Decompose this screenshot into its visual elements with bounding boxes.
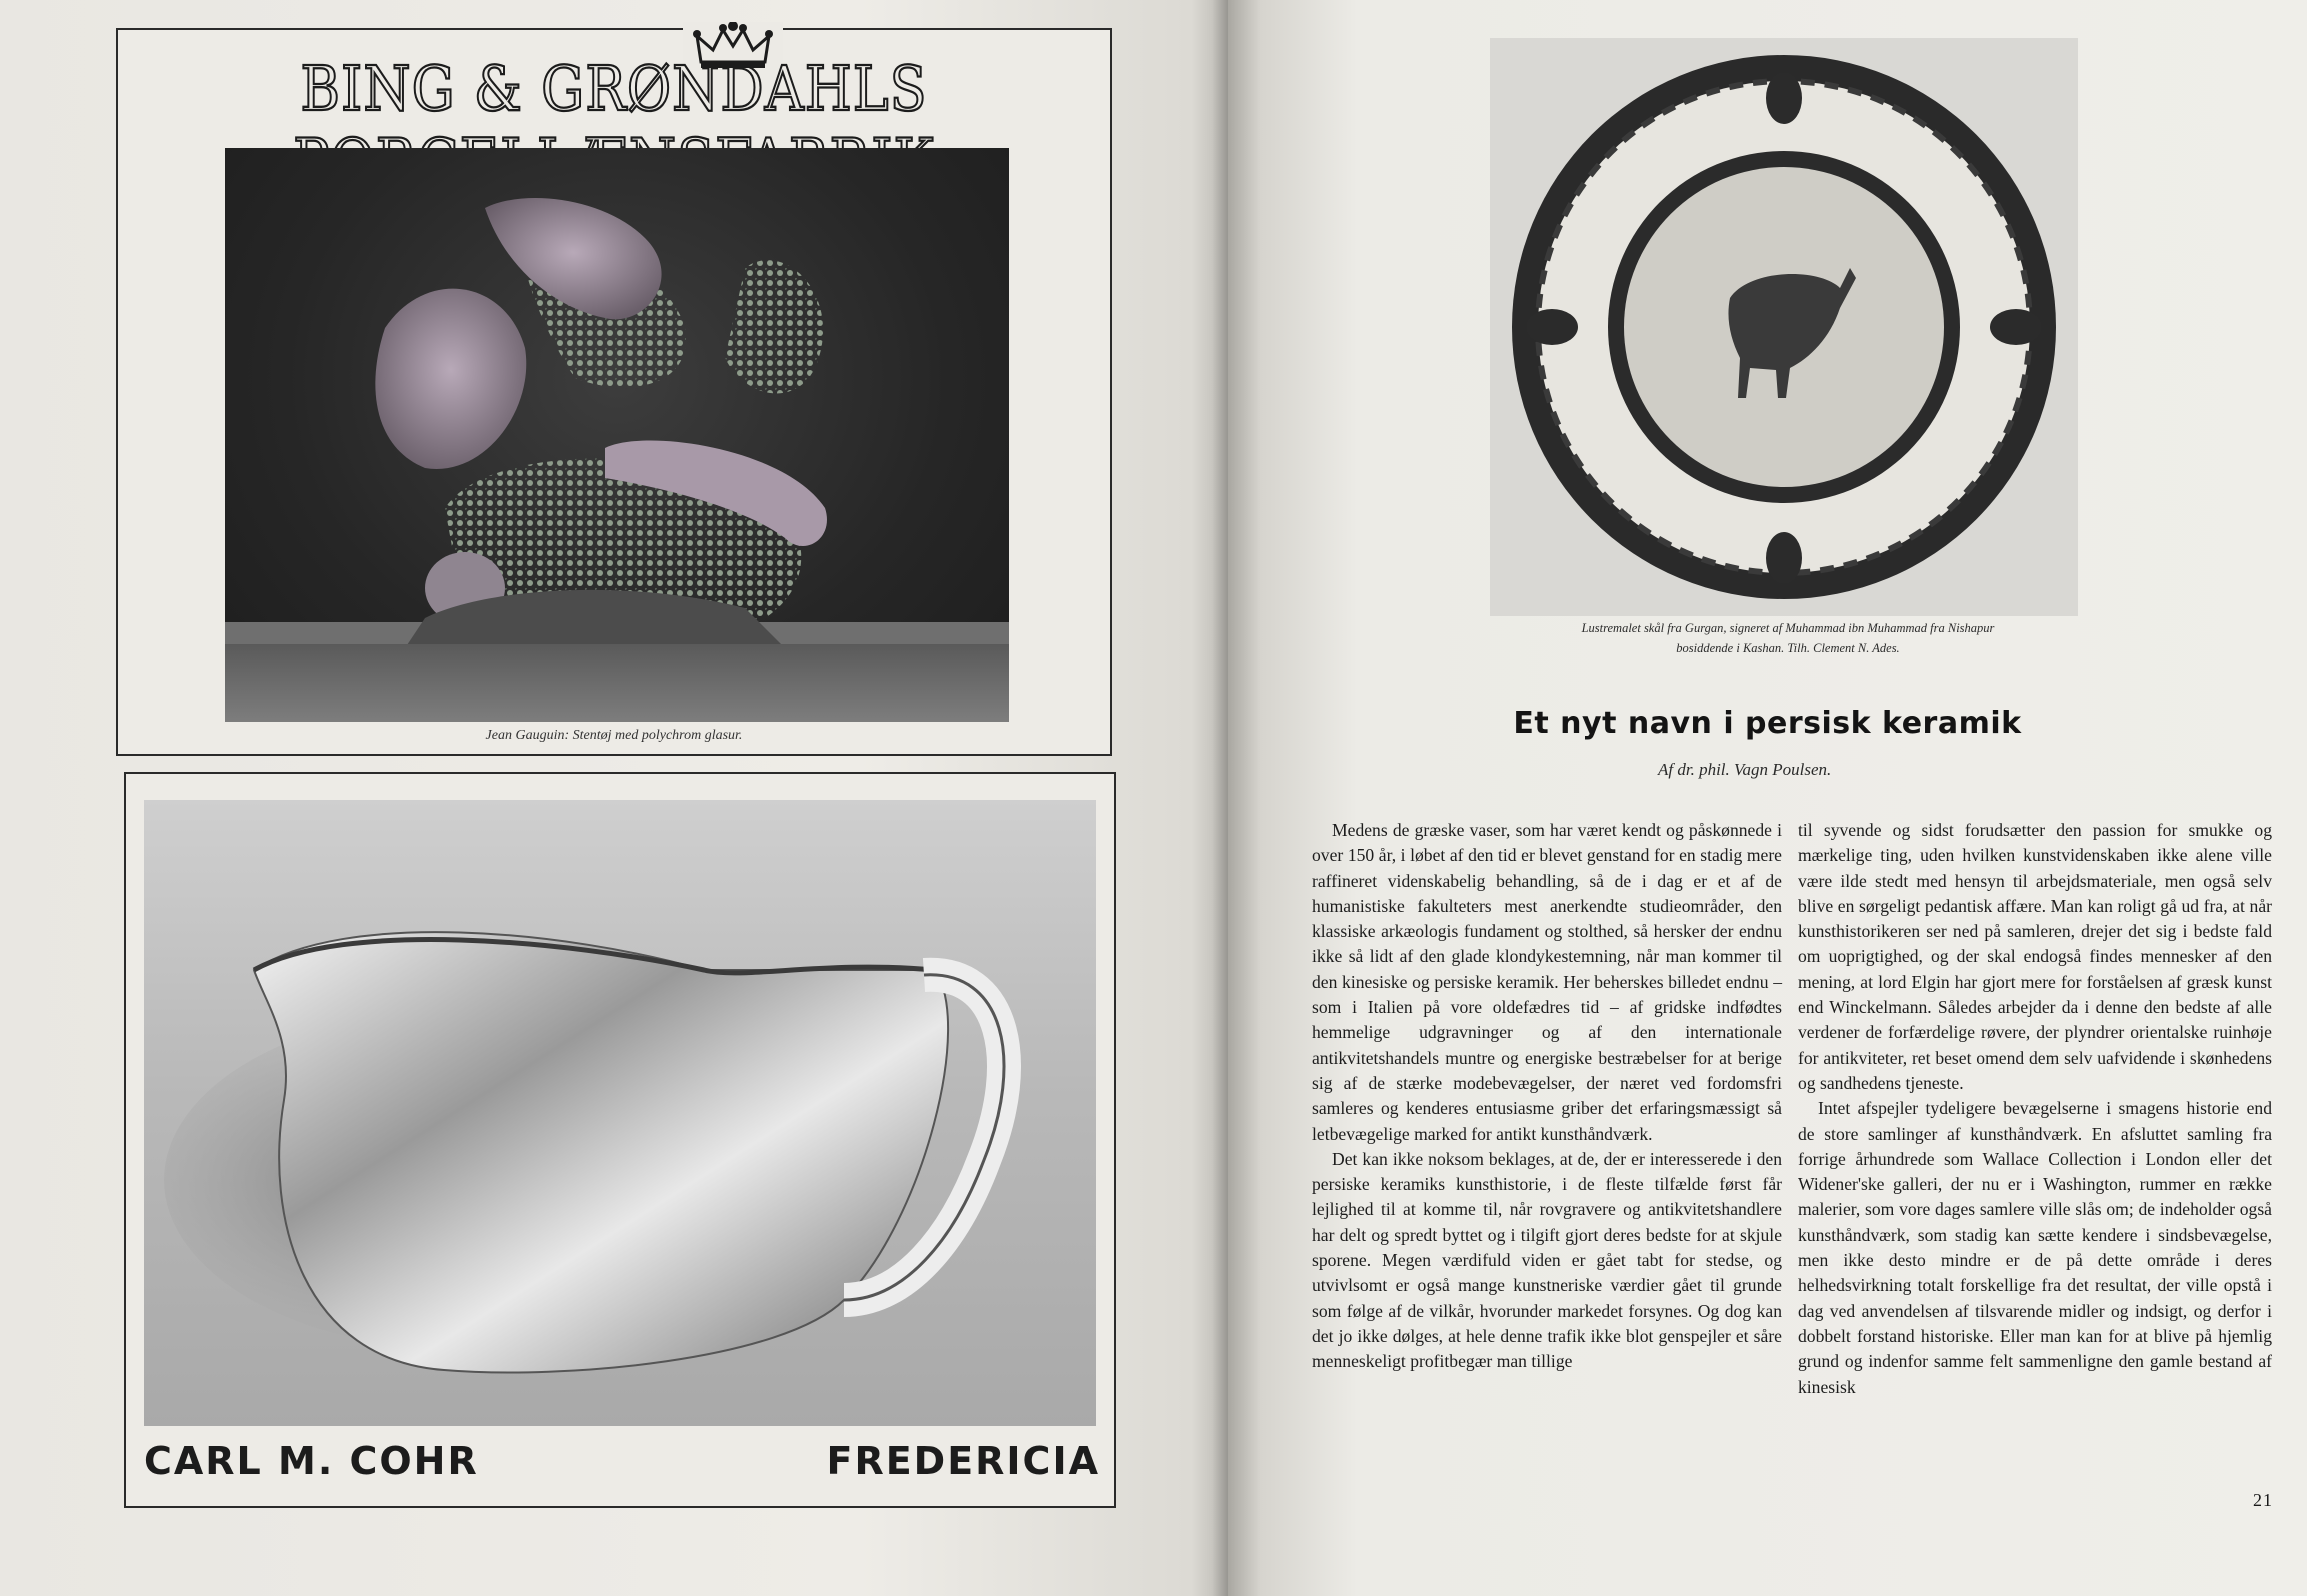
page-number: 21 <box>2253 1490 2273 1510</box>
gravy-boat-photo <box>144 800 1096 1426</box>
bowl-caption-line-1: Lustremalet skål fra Gurgan, signeret af Muhammad ibn Muhammad fra Nishapur <box>1581 621 1995 635</box>
sculpture-photo <box>225 148 1009 722</box>
paragraph: Medens de græske vaser, som har været kendt og påskønnede i over 150 år, i løbet af den tid er blevet genstand for en stadig mere raffineret videnskabelig behandling, så de i dag er et af de humanistiske fakulteters mest anerkendte studieområder, den klassiske arkæologis fundament og stolthed, så hersker der endnu ikke så lidt af den glade klondykestemning, når man kommer til den kinesiske og persiske keramik. Her beherskes billedet endnu – som i Italien på vore oldefædres tid – af gridske indfødtes hemmelige udgravninger og af den internationale antikvitetshandels muntre og energiske bestræbelser for at berige sig af de stærke modebevægelser, der næret ved fordomsfri samleres og kenderes entusiasme griber det erfaringsmæssigt så letbevægelige marked for antikt kunsthåndværk. <box>1312 820 1782 1144</box>
right-page <box>1228 0 2307 1596</box>
paragraph: til syvende og sidst forudsætter den passion for smukke og mærkelige ting, uden hvilken kunstvidenskaben ikke alene ville være ilde stedt med hensyn til arbejdsmateriale, men også selv blive en sørgeligt pedantisk affære. Man kan roligt gå ud fra, at når kunsthistorikeren ser ned på samleren, drejer det sig i bedste fald om uoprigtighed, og der skal endogså findes mennesker af den mening, at lord Elgin har gjort mere for forståelsen af græsk kunst end Winckelmann. Således arbejder da i denne den bedste af alle verdener de forfærdelige røvere, der plyndrer orientalske ruinhøje for antikviteter, ret beset omend dem selv uafvidende i skønhedens og sandhedens tjeneste. <box>1798 820 2272 1093</box>
brand-city: FREDERICIA <box>826 1439 1100 1483</box>
bing-grondahl-advertisement <box>116 28 1112 756</box>
sculpture-caption: Jean Gauguin: Stentøj med polychrom glasur. <box>485 728 743 743</box>
article-column-1 <box>1312 818 1782 1375</box>
lustre-bowl-photo <box>1490 38 2078 616</box>
article-title: Et nyt navn i persisk keramik <box>1513 706 2022 741</box>
article-byline: Af dr. phil. Vagn Poulsen. <box>1658 760 1832 779</box>
article-column-2 <box>1798 818 2272 1400</box>
paragraph: Intet afspejler tydeligere bevægelserne i smagens historie end de store samlinger af kunsthåndværk. En afsluttet samling fra forrige århundrede som Wallace Collection i London eller det Widener'ske galleri, der nu er i Washington, rummer en række malerier, som vore dages samlere ville slås om; de indeholder også kunsthåndværk, som stadig kan sætte kendere i sindsbevægelse, men ikke desto mindre er de på dette område i deres helhedsvirkning totalt forskellige fra det resultat, der ville opstå i dag ved anvendelsen af tilsvarende midler og indsigt, og derfor i dobbelt forstand historiske. Eller man kan for at blive på hjemlig grund og indenfor samme felt sammenligne den gamle bestand af kinesisk <box>1798 1098 2272 1397</box>
brand-title: BING & GRØNDAHLS <box>300 52 928 125</box>
brand-name: CARL M. COHR <box>144 1439 479 1483</box>
bowl-caption-line-2: bosiddende i Kashan. Tilh. Clement N. Ades. <box>1676 641 1900 655</box>
carl-cohr-advertisement <box>124 772 1116 1508</box>
bowl-caption <box>1478 618 2098 658</box>
paragraph: Det kan ikke noksom beklages, at de, der er interesserede i den persiske keramiks kunsthistorie, i de fleste tilfælde først får lejlighed til at komme til, når rovgravere og antikvitetshandlere har delt og spredt byttet og i tilgift gjort deres bedste for at skjule sporene. Megen værdifuld viden er gået tabt for stedse, og utvivlsomt er også mange kunstneriske værdier gået til grunde som følge af de vilkår, hvorunder markedet forsynes. Og dog kan det jo ikke dølges, at hele denne trafik ikke blot genspejler et såre menneskeligt profitbegær man tillige <box>1312 1148 1782 1372</box>
